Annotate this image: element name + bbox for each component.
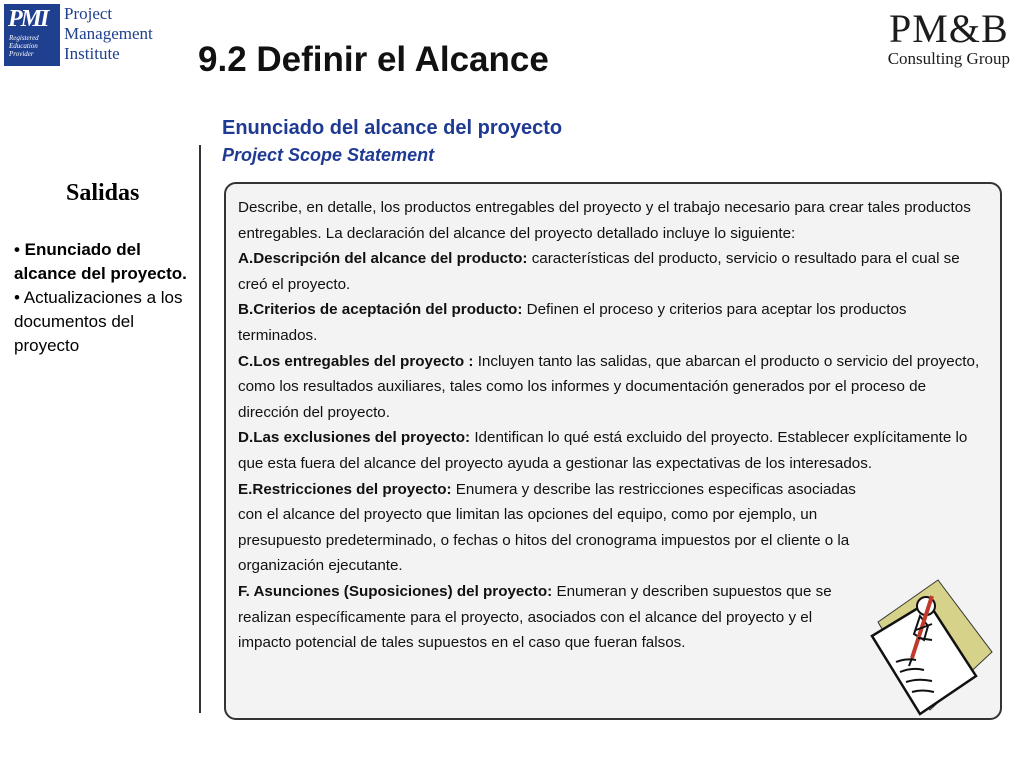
section-text: características del producto, servicio o resultado para el cual se creó el proyecto.: [238, 250, 960, 293]
outputs-item: • Actualizaciones a los documentos del proyecto: [14, 288, 183, 355]
vertical-divider: [199, 145, 201, 713]
section-a: [238, 246, 988, 297]
section-b: [238, 297, 988, 348]
section-subtitle-english: Project Scope Statement: [222, 145, 435, 165]
intro-paragraph: Describe, en detalle, los productos entregables del proyecto y el trabajo necesario para crear tales productos entregables. La declaración del alcance del proyecto detallado incluye lo siguiente:: [238, 199, 971, 242]
pmi-badge: [4, 4, 60, 66]
section-text: Identifican lo qué está excluido del proyecto. Establecer explícitamente lo que esta fuera del alcance del proyecto ayuda a gestionar las expectativas de los interesados.: [238, 429, 968, 472]
section-f: [238, 579, 868, 656]
outputs-item: • Enunciado del alcance del proyecto.: [14, 240, 187, 283]
section-text: Enumeran y describen supuestos que se realizan específicamente para el proyecto, asociados con el alcance del proyecto y el impacto potencial de tales supuestos en el caso que fueran falsos.: [238, 582, 832, 652]
section-label: B.Criterios de aceptación del producto:: [238, 301, 523, 319]
section-text: Enumera y describe las restricciones especificas asociadas con el alcance del proyecto que limitan las opciones del equipo, como por ejemplo, un presupuesto predeterminado, o fechas o hitos del cronograma impuestos por el cliente o la organización ejecutante.: [238, 480, 856, 575]
pmi-wordmark: Project Management Institute: [64, 4, 153, 63]
section-d: [238, 425, 988, 476]
section-text: Definen el proceso y criterios para aceptar los productos terminados.: [238, 301, 907, 344]
pmi-logo: [4, 4, 153, 66]
section-label: D.Las exclusiones del proyecto:: [238, 429, 471, 447]
section-text: Incluyen tanto las salidas, que abarcan el producto o servicio del proyecto, como los resultados auxiliares, tales como los informes y documentación generados por el proceso de dirección del proyecto.: [238, 352, 980, 421]
section-label: C.Los entregables del proyecto :: [238, 352, 474, 370]
pmb-logo-main: PM&B: [889, 6, 1009, 51]
outputs-heading: Salidas: [66, 180, 140, 206]
section-e: [238, 477, 868, 579]
page-title: 9.2 Definir el Alcance: [198, 40, 549, 79]
section-label: F. Asunciones (Suposiciones) del proyecto:: [238, 582, 553, 600]
section-c: [238, 349, 988, 426]
section-subtitle: Enunciado del alcance del proyecto: [222, 117, 563, 139]
pmi-badge-text: Registered Education Provider: [9, 34, 39, 58]
section-label: A.Descripción del alcance del producto:: [238, 250, 528, 268]
pmb-logo-sub: Consulting Group: [887, 49, 1010, 68]
section-label: E.Restricciones del proyecto:: [238, 480, 452, 498]
pmb-logo: [888, 8, 1010, 68]
pmi-mark: PMI: [8, 6, 48, 32]
person-writing-icon: [868, 572, 998, 722]
outputs-list: [14, 238, 194, 358]
